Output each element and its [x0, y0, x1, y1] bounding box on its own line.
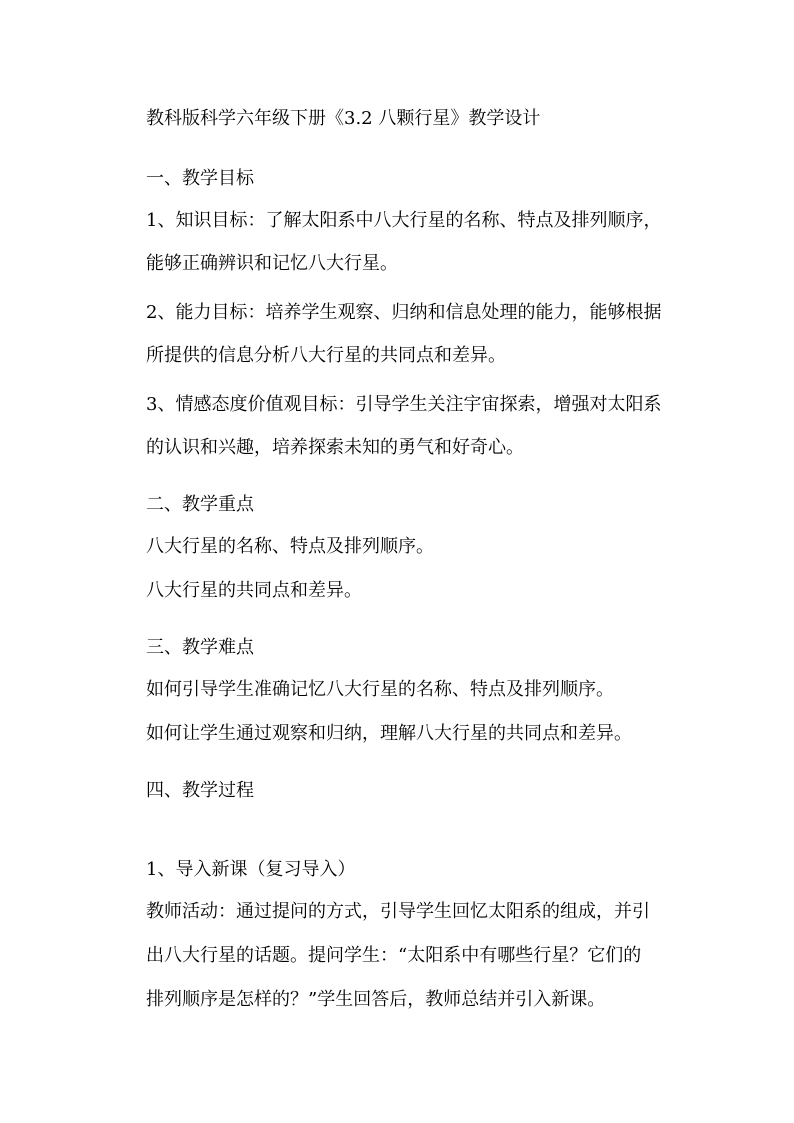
objective-3-line-1: 3、情感态度价值观目标：引导学生关注宇宙探索，增强对太阳系: [146, 394, 662, 415]
process-step-1-heading: 1、导入新课（复习导入）: [146, 859, 356, 880]
objective-2-line-1: 2、能力目标：培养学生观察、归纳和信息处理的能力，能够根据: [146, 302, 662, 323]
document-body: [146, 100, 666, 1011]
objective-item-3: [146, 394, 666, 459]
section-heading-key-points: 二、教学重点: [146, 494, 254, 515]
section-heading-objectives: 一、教学目标: [146, 168, 254, 189]
process-step-1-line-1: 教师活动：通过提问的方式，引导学生回忆太阳系的组成，并引: [146, 901, 650, 922]
document-title: 教科版科学六年级下册《3.2 八颗行星》教学设计: [146, 108, 541, 129]
key-point-item-2: 八大行星的共同点和差异。: [146, 580, 362, 601]
objective-2-line-2: 所提供的信息分析八大行星的共同点和差异。: [146, 345, 506, 366]
process-step-1-line-3: 排列顺序是怎样的？”学生回答后，教师总结并引入新课。: [146, 989, 606, 1010]
objective-1-line-1: 1、知识目标：了解太阳系中八大行星的名称、特点及排列顺序，: [146, 210, 662, 231]
difficulty-item-1: 如何引导学生准确记忆八大行星的名称、特点及排列顺序。: [146, 679, 614, 700]
section-heading-difficulties: 三、教学难点: [146, 637, 254, 658]
key-point-item-1: 八大行星的名称、特点及排列顺序。: [146, 536, 434, 557]
section-heading-process: 四、教学过程: [146, 780, 254, 801]
difficulty-item-2: 如何让学生通过观察和归纳，理解八大行星的共同点和差异。: [146, 723, 632, 744]
process-step-1-line-2: 出八大行星的话题。提问学生：“太阳系中有哪些行星？它们的: [146, 945, 642, 966]
objective-3-line-2: 的认识和兴趣，培养探索未知的勇气和好奇心。: [146, 437, 524, 458]
objective-item-2: [146, 302, 666, 367]
objective-1-line-2: 能够正确辨识和记忆八大行星。: [146, 253, 398, 274]
objective-item-1: [146, 210, 666, 275]
